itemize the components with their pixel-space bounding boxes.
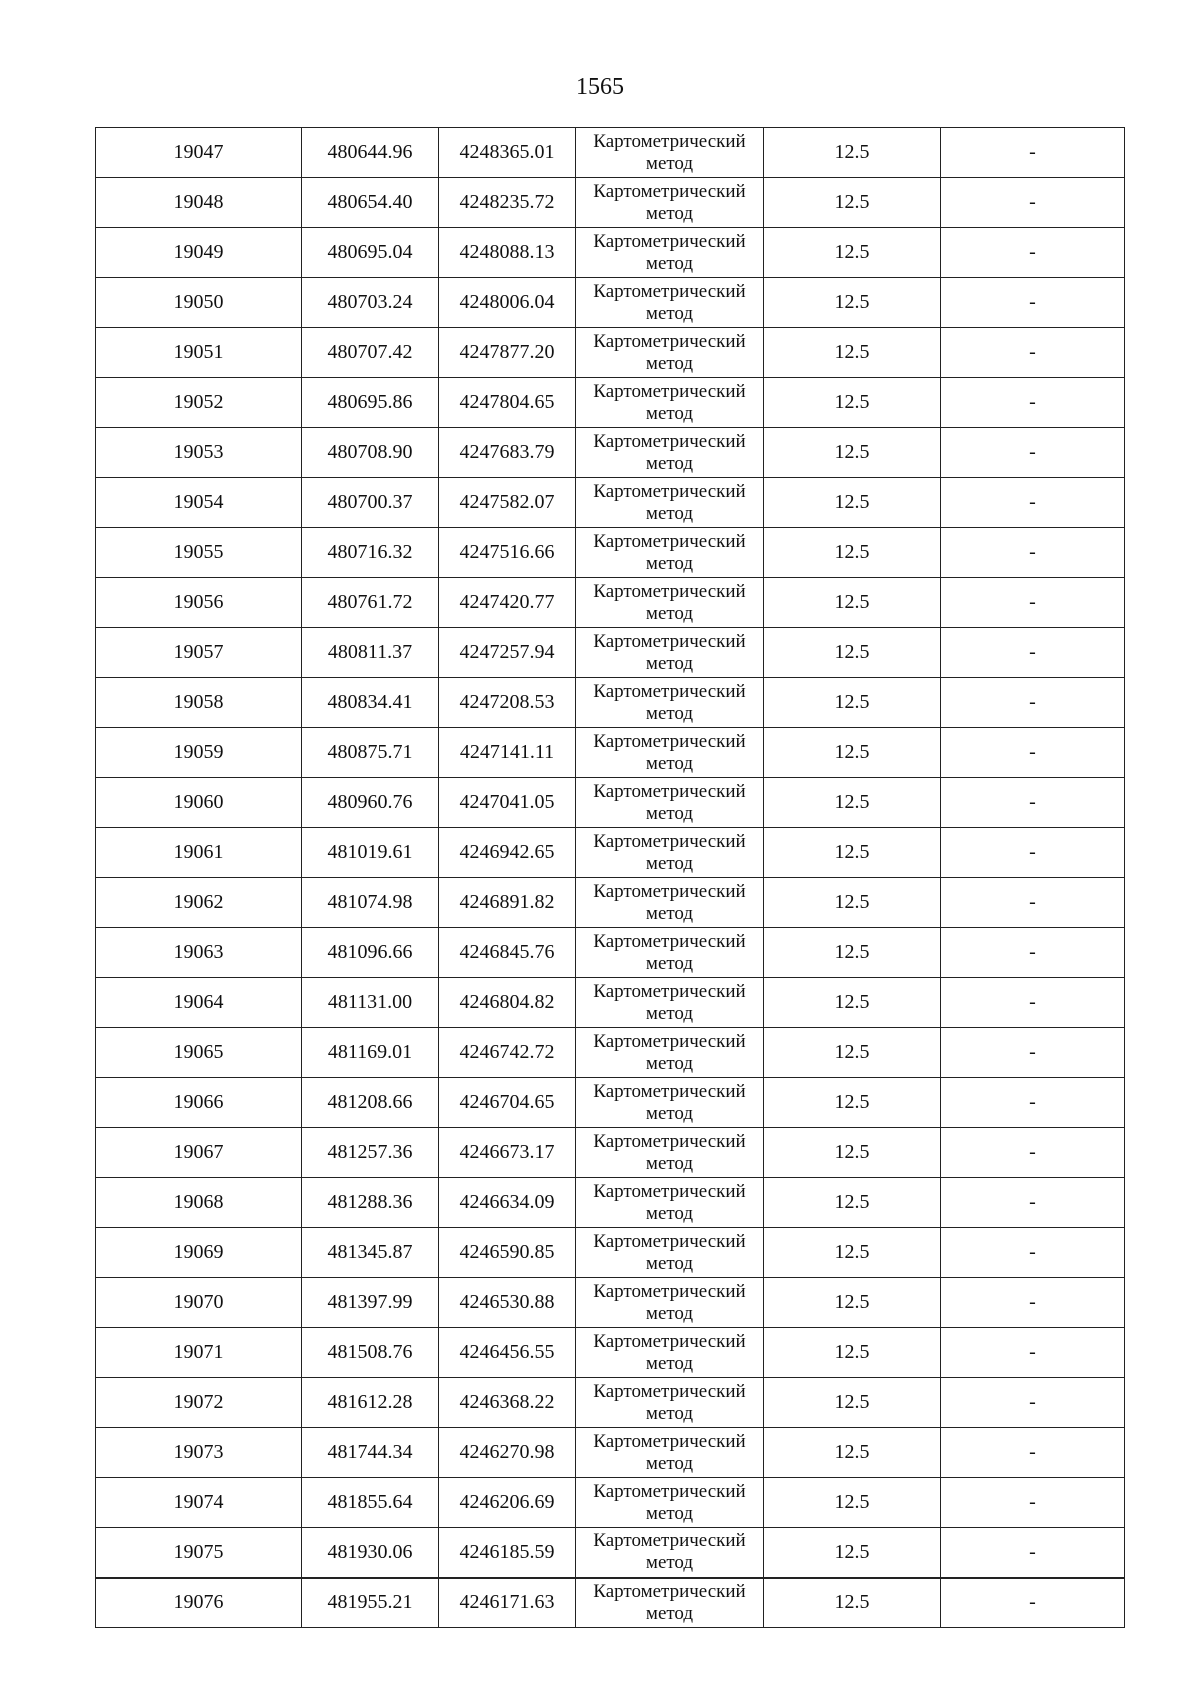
method-line-2: метод bbox=[645, 452, 694, 474]
table-row bbox=[96, 728, 1125, 778]
method-line-2: метод bbox=[645, 852, 694, 874]
accuracy-cell: 12.5 bbox=[764, 878, 941, 928]
method-line-1: Картометрический bbox=[593, 930, 746, 952]
x-coordinate-cell: 480703.24 bbox=[302, 278, 439, 328]
x-coordinate-cell: 481345.87 bbox=[302, 1228, 439, 1278]
method-line-2: метод bbox=[645, 1602, 694, 1624]
method-line-2: метод bbox=[645, 502, 694, 524]
method-line-2: метод bbox=[645, 752, 694, 774]
table-row bbox=[96, 1178, 1125, 1228]
table-body bbox=[96, 128, 1125, 1628]
method-line-2: метод bbox=[645, 202, 694, 224]
table-row bbox=[96, 178, 1125, 228]
note-cell: - bbox=[941, 778, 1125, 828]
x-coordinate-cell: 480716.32 bbox=[302, 528, 439, 578]
point-id-cell: 19073 bbox=[96, 1428, 302, 1478]
method-line-2: метод bbox=[645, 1152, 694, 1174]
method-line-2: метод bbox=[645, 602, 694, 624]
method-cell bbox=[576, 328, 764, 378]
method-line-2: метод bbox=[645, 252, 694, 274]
method-cell bbox=[576, 1028, 764, 1078]
y-coordinate-cell: 4247683.79 bbox=[439, 428, 576, 478]
method-line-2: метод bbox=[645, 1202, 694, 1224]
method-cell bbox=[576, 1178, 764, 1228]
point-id-cell: 19054 bbox=[96, 478, 302, 528]
method-cell bbox=[576, 978, 764, 1028]
note-cell: - bbox=[941, 728, 1125, 778]
method-cell bbox=[576, 1578, 764, 1628]
method-line-1: Картометрический bbox=[593, 580, 746, 602]
point-id-cell: 19071 bbox=[96, 1328, 302, 1378]
method-line-1: Картометрический bbox=[593, 1480, 746, 1502]
method-line-2: метод bbox=[645, 302, 694, 324]
x-coordinate-cell: 480834.41 bbox=[302, 678, 439, 728]
x-coordinate-cell: 481208.66 bbox=[302, 1078, 439, 1128]
accuracy-cell: 12.5 bbox=[764, 978, 941, 1028]
note-cell: - bbox=[941, 1278, 1125, 1328]
table-row bbox=[96, 678, 1125, 728]
y-coordinate-cell: 4246704.65 bbox=[439, 1078, 576, 1128]
y-coordinate-cell: 4248088.13 bbox=[439, 228, 576, 278]
method-line-1: Картометрический bbox=[593, 1280, 746, 1302]
y-coordinate-cell: 4246673.17 bbox=[439, 1128, 576, 1178]
method-line-2: метод bbox=[645, 1502, 694, 1524]
note-cell: - bbox=[941, 578, 1125, 628]
point-id-cell: 19050 bbox=[96, 278, 302, 328]
method-cell bbox=[576, 1128, 764, 1178]
table-row bbox=[96, 528, 1125, 578]
note-cell: - bbox=[941, 1478, 1125, 1528]
accuracy-cell: 12.5 bbox=[764, 478, 941, 528]
accuracy-cell: 12.5 bbox=[764, 1428, 941, 1478]
accuracy-cell: 12.5 bbox=[764, 828, 941, 878]
method-line-1: Картометрический bbox=[593, 880, 746, 902]
table-row bbox=[96, 628, 1125, 678]
x-coordinate-cell: 481930.06 bbox=[302, 1528, 439, 1578]
note-cell: - bbox=[941, 278, 1125, 328]
point-id-cell: 19067 bbox=[96, 1128, 302, 1178]
method-cell bbox=[576, 728, 764, 778]
method-line-2: метод bbox=[645, 902, 694, 924]
method-line-1: Картометрический bbox=[593, 1080, 746, 1102]
accuracy-cell: 12.5 bbox=[764, 1578, 941, 1628]
method-line-1: Картометрический bbox=[593, 330, 746, 352]
table-row bbox=[96, 1428, 1125, 1478]
note-cell: - bbox=[941, 1328, 1125, 1378]
y-coordinate-cell: 4247582.07 bbox=[439, 478, 576, 528]
accuracy-cell: 12.5 bbox=[764, 1078, 941, 1128]
x-coordinate-cell: 481019.61 bbox=[302, 828, 439, 878]
method-line-1: Картометрический bbox=[593, 1380, 746, 1402]
point-id-cell: 19059 bbox=[96, 728, 302, 778]
table-row bbox=[96, 328, 1125, 378]
x-coordinate-cell: 480960.76 bbox=[302, 778, 439, 828]
method-cell bbox=[576, 378, 764, 428]
accuracy-cell: 12.5 bbox=[764, 128, 941, 178]
y-coordinate-cell: 4246530.88 bbox=[439, 1278, 576, 1328]
note-cell: - bbox=[941, 978, 1125, 1028]
x-coordinate-cell: 480700.37 bbox=[302, 478, 439, 528]
method-line-2: метод bbox=[645, 952, 694, 974]
method-line-1: Картометрический bbox=[593, 180, 746, 202]
point-id-cell: 19051 bbox=[96, 328, 302, 378]
x-coordinate-cell: 480811.37 bbox=[302, 628, 439, 678]
y-coordinate-cell: 4246590.85 bbox=[439, 1228, 576, 1278]
y-coordinate-cell: 4247208.53 bbox=[439, 678, 576, 728]
table-row bbox=[96, 1078, 1125, 1128]
y-coordinate-cell: 4246206.69 bbox=[439, 1478, 576, 1528]
method-line-2: метод bbox=[645, 402, 694, 424]
note-cell: - bbox=[941, 1528, 1125, 1578]
accuracy-cell: 12.5 bbox=[764, 328, 941, 378]
method-line-2: метод bbox=[645, 1102, 694, 1124]
accuracy-cell: 12.5 bbox=[764, 278, 941, 328]
note-cell: - bbox=[941, 328, 1125, 378]
y-coordinate-cell: 4246368.22 bbox=[439, 1378, 576, 1428]
accuracy-cell: 12.5 bbox=[764, 628, 941, 678]
note-cell: - bbox=[941, 878, 1125, 928]
point-id-cell: 19048 bbox=[96, 178, 302, 228]
note-cell: - bbox=[941, 528, 1125, 578]
method-line-1: Картометрический bbox=[593, 630, 746, 652]
point-id-cell: 19065 bbox=[96, 1028, 302, 1078]
note-cell: - bbox=[941, 1178, 1125, 1228]
x-coordinate-cell: 481855.64 bbox=[302, 1478, 439, 1528]
table-row bbox=[96, 1228, 1125, 1278]
accuracy-cell: 12.5 bbox=[764, 778, 941, 828]
method-cell bbox=[576, 1328, 764, 1378]
x-coordinate-cell: 480695.86 bbox=[302, 378, 439, 428]
note-cell: - bbox=[941, 478, 1125, 528]
method-cell bbox=[576, 228, 764, 278]
method-line-1: Картометрический bbox=[593, 730, 746, 752]
y-coordinate-cell: 4246270.98 bbox=[439, 1428, 576, 1478]
x-coordinate-cell: 480708.90 bbox=[302, 428, 439, 478]
x-coordinate-cell: 481612.28 bbox=[302, 1378, 439, 1428]
table-row bbox=[96, 1578, 1125, 1628]
table-row bbox=[96, 1378, 1125, 1428]
point-id-cell: 19075 bbox=[96, 1528, 302, 1578]
note-cell: - bbox=[941, 378, 1125, 428]
x-coordinate-cell: 481074.98 bbox=[302, 878, 439, 928]
method-cell bbox=[576, 528, 764, 578]
y-coordinate-cell: 4246942.65 bbox=[439, 828, 576, 878]
method-line-1: Картометрический bbox=[593, 1180, 746, 1202]
y-coordinate-cell: 4246185.59 bbox=[439, 1528, 576, 1578]
x-coordinate-cell: 481397.99 bbox=[302, 1278, 439, 1328]
note-cell: - bbox=[941, 928, 1125, 978]
accuracy-cell: 12.5 bbox=[764, 578, 941, 628]
point-id-cell: 19068 bbox=[96, 1178, 302, 1228]
y-coordinate-cell: 4246742.72 bbox=[439, 1028, 576, 1078]
note-cell: - bbox=[941, 628, 1125, 678]
method-cell bbox=[576, 1378, 764, 1428]
method-line-1: Картометрический bbox=[593, 130, 746, 152]
y-coordinate-cell: 4247041.05 bbox=[439, 778, 576, 828]
method-line-1: Картометрический bbox=[593, 1130, 746, 1152]
note-cell: - bbox=[941, 1428, 1125, 1478]
table-row bbox=[96, 828, 1125, 878]
table-row bbox=[96, 1528, 1125, 1578]
method-line-2: метод bbox=[645, 1552, 694, 1574]
y-coordinate-cell: 4247257.94 bbox=[439, 628, 576, 678]
note-cell: - bbox=[941, 228, 1125, 278]
y-coordinate-cell: 4246456.55 bbox=[439, 1328, 576, 1378]
method-line-1: Картометрический bbox=[593, 230, 746, 252]
method-cell bbox=[576, 278, 764, 328]
method-line-1: Картометрический bbox=[593, 280, 746, 302]
method-line-1: Картометрический bbox=[593, 1430, 746, 1452]
method-line-2: метод bbox=[645, 1002, 694, 1024]
x-coordinate-cell: 480761.72 bbox=[302, 578, 439, 628]
x-coordinate-cell: 480654.40 bbox=[302, 178, 439, 228]
method-line-2: метод bbox=[645, 1452, 694, 1474]
method-cell bbox=[576, 1428, 764, 1478]
method-line-1: Картометрический bbox=[593, 1330, 746, 1352]
point-id-cell: 19076 bbox=[96, 1578, 302, 1628]
accuracy-cell: 12.5 bbox=[764, 1528, 941, 1578]
accuracy-cell: 12.5 bbox=[764, 728, 941, 778]
method-cell bbox=[576, 1278, 764, 1328]
table-row bbox=[96, 428, 1125, 478]
point-id-cell: 19061 bbox=[96, 828, 302, 878]
y-coordinate-cell: 4247804.65 bbox=[439, 378, 576, 428]
method-line-1: Картометрический bbox=[593, 980, 746, 1002]
y-coordinate-cell: 4248235.72 bbox=[439, 178, 576, 228]
point-id-cell: 19052 bbox=[96, 378, 302, 428]
accuracy-cell: 12.5 bbox=[764, 428, 941, 478]
method-cell bbox=[576, 478, 764, 528]
table-row bbox=[96, 578, 1125, 628]
method-line-1: Картометрический bbox=[593, 1230, 746, 1252]
point-id-cell: 19062 bbox=[96, 878, 302, 928]
point-id-cell: 19066 bbox=[96, 1078, 302, 1128]
table-row bbox=[96, 1478, 1125, 1528]
method-line-1: Картометрический bbox=[593, 380, 746, 402]
method-cell bbox=[576, 1228, 764, 1278]
accuracy-cell: 12.5 bbox=[764, 378, 941, 428]
x-coordinate-cell: 480644.96 bbox=[302, 128, 439, 178]
y-coordinate-cell: 4248365.01 bbox=[439, 128, 576, 178]
y-coordinate-cell: 4246891.82 bbox=[439, 878, 576, 928]
method-line-1: Картометрический bbox=[593, 430, 746, 452]
point-id-cell: 19060 bbox=[96, 778, 302, 828]
table-row bbox=[96, 878, 1125, 928]
method-cell bbox=[576, 578, 764, 628]
table-row bbox=[96, 778, 1125, 828]
y-coordinate-cell: 4247141.11 bbox=[439, 728, 576, 778]
note-cell: - bbox=[941, 178, 1125, 228]
method-line-2: метод bbox=[645, 652, 694, 674]
x-coordinate-cell: 481955.21 bbox=[302, 1578, 439, 1628]
accuracy-cell: 12.5 bbox=[764, 1478, 941, 1528]
point-id-cell: 19070 bbox=[96, 1278, 302, 1328]
x-coordinate-cell: 481744.34 bbox=[302, 1428, 439, 1478]
table-row bbox=[96, 228, 1125, 278]
table-row bbox=[96, 1128, 1125, 1178]
y-coordinate-cell: 4246845.76 bbox=[439, 928, 576, 978]
point-id-cell: 19049 bbox=[96, 228, 302, 278]
y-coordinate-cell: 4247420.77 bbox=[439, 578, 576, 628]
y-coordinate-cell: 4246804.82 bbox=[439, 978, 576, 1028]
point-id-cell: 19072 bbox=[96, 1378, 302, 1428]
table-row bbox=[96, 1328, 1125, 1378]
table-row bbox=[96, 278, 1125, 328]
x-coordinate-cell: 481508.76 bbox=[302, 1328, 439, 1378]
point-id-cell: 19069 bbox=[96, 1228, 302, 1278]
method-line-2: метод bbox=[645, 1402, 694, 1424]
method-line-2: метод bbox=[645, 352, 694, 374]
method-cell bbox=[576, 678, 764, 728]
x-coordinate-cell: 480695.04 bbox=[302, 228, 439, 278]
y-coordinate-cell: 4248006.04 bbox=[439, 278, 576, 328]
table-row bbox=[96, 1278, 1125, 1328]
note-cell: - bbox=[941, 1128, 1125, 1178]
note-cell: - bbox=[941, 1028, 1125, 1078]
note-cell: - bbox=[941, 678, 1125, 728]
method-cell bbox=[576, 1528, 764, 1578]
method-line-2: метод bbox=[645, 1352, 694, 1374]
x-coordinate-cell: 480875.71 bbox=[302, 728, 439, 778]
table-row bbox=[96, 978, 1125, 1028]
y-coordinate-cell: 4247516.66 bbox=[439, 528, 576, 578]
point-id-cell: 19047 bbox=[96, 128, 302, 178]
method-line-1: Картометрический bbox=[593, 1030, 746, 1052]
method-line-1: Картометрический bbox=[593, 830, 746, 852]
table-row bbox=[96, 128, 1125, 178]
point-id-cell: 19055 bbox=[96, 528, 302, 578]
y-coordinate-cell: 4247877.20 bbox=[439, 328, 576, 378]
x-coordinate-cell: 481288.36 bbox=[302, 1178, 439, 1228]
note-cell: - bbox=[941, 1378, 1125, 1428]
accuracy-cell: 12.5 bbox=[764, 1328, 941, 1378]
note-cell: - bbox=[941, 828, 1125, 878]
accuracy-cell: 12.5 bbox=[764, 1128, 941, 1178]
method-cell bbox=[576, 828, 764, 878]
note-cell: - bbox=[941, 128, 1125, 178]
point-id-cell: 19074 bbox=[96, 1478, 302, 1528]
method-line-1: Картометрический bbox=[593, 1580, 746, 1602]
accuracy-cell: 12.5 bbox=[764, 928, 941, 978]
accuracy-cell: 12.5 bbox=[764, 1028, 941, 1078]
point-id-cell: 19064 bbox=[96, 978, 302, 1028]
table-row bbox=[96, 378, 1125, 428]
method-line-1: Картометрический bbox=[593, 1530, 746, 1552]
accuracy-cell: 12.5 bbox=[764, 178, 941, 228]
x-coordinate-cell: 481169.01 bbox=[302, 1028, 439, 1078]
note-cell: - bbox=[941, 1578, 1125, 1628]
y-coordinate-cell: 4246171.63 bbox=[439, 1578, 576, 1628]
table-row bbox=[96, 928, 1125, 978]
point-id-cell: 19057 bbox=[96, 628, 302, 678]
y-coordinate-cell: 4246634.09 bbox=[439, 1178, 576, 1228]
accuracy-cell: 12.5 bbox=[764, 1278, 941, 1328]
method-cell bbox=[576, 778, 764, 828]
method-line-1: Картометрический bbox=[593, 780, 746, 802]
accuracy-cell: 12.5 bbox=[764, 228, 941, 278]
table-row bbox=[96, 478, 1125, 528]
accuracy-cell: 12.5 bbox=[764, 528, 941, 578]
accuracy-cell: 12.5 bbox=[764, 1178, 941, 1228]
method-cell bbox=[576, 1478, 764, 1528]
x-coordinate-cell: 480707.42 bbox=[302, 328, 439, 378]
method-line-2: метод bbox=[645, 552, 694, 574]
method-line-1: Картометрический bbox=[593, 680, 746, 702]
note-cell: - bbox=[941, 1228, 1125, 1278]
point-id-cell: 19063 bbox=[96, 928, 302, 978]
method-cell bbox=[576, 628, 764, 678]
method-cell bbox=[576, 878, 764, 928]
method-line-2: метод bbox=[645, 1252, 694, 1274]
x-coordinate-cell: 481096.66 bbox=[302, 928, 439, 978]
point-id-cell: 19053 bbox=[96, 428, 302, 478]
point-id-cell: 19056 bbox=[96, 578, 302, 628]
method-line-2: метод bbox=[645, 702, 694, 724]
point-id-cell: 19058 bbox=[96, 678, 302, 728]
note-cell: - bbox=[941, 428, 1125, 478]
note-cell: - bbox=[941, 1078, 1125, 1128]
method-line-2: метод bbox=[645, 802, 694, 824]
method-cell bbox=[576, 1078, 764, 1128]
method-cell bbox=[576, 178, 764, 228]
accuracy-cell: 12.5 bbox=[764, 678, 941, 728]
table-row bbox=[96, 1028, 1125, 1078]
method-cell bbox=[576, 128, 764, 178]
method-line-1: Картометрический bbox=[593, 530, 746, 552]
method-line-1: Картометрический bbox=[593, 480, 746, 502]
page-number: 1565 bbox=[576, 74, 624, 100]
accuracy-cell: 12.5 bbox=[764, 1378, 941, 1428]
method-line-2: метод bbox=[645, 152, 694, 174]
x-coordinate-cell: 481131.00 bbox=[302, 978, 439, 1028]
coordinates-table bbox=[95, 127, 1125, 1628]
method-line-2: метод bbox=[645, 1302, 694, 1324]
x-coordinate-cell: 481257.36 bbox=[302, 1128, 439, 1178]
accuracy-cell: 12.5 bbox=[764, 1228, 941, 1278]
method-line-2: метод bbox=[645, 1052, 694, 1074]
method-cell bbox=[576, 928, 764, 978]
method-cell bbox=[576, 428, 764, 478]
